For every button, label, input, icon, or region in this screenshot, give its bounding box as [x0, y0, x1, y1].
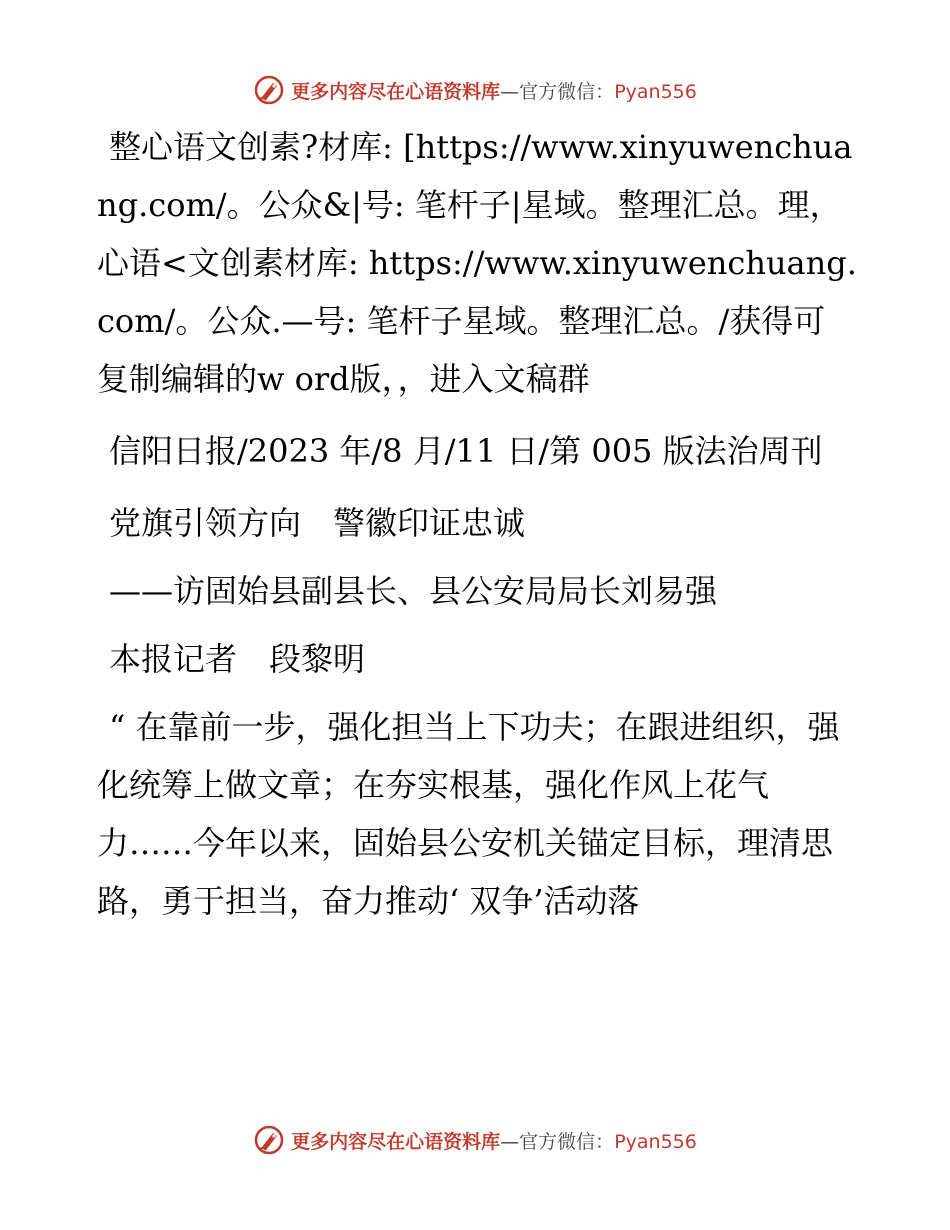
header-banner-wechat-id: Pyan556 [614, 80, 697, 103]
pen-nib-seal-icon [253, 1124, 285, 1156]
pen-nib-seal-icon [253, 74, 285, 106]
footer-banner-text [291, 1127, 697, 1154]
promo-paragraph: 整心语文创素?材库: [https://www.xinyuwenchuang.com/。公众&|号: 笔杆子|星域。整理汇总。理，心语<文创素材库: https://www.xinyuwenchuang.com/。公众.—号: 笔杆子星域。整理汇总。/获得可复制编辑的w ord版，，进入文稿群 [97, 128, 857, 398]
document-body [97, 118, 857, 944]
source-line: 信阳日报/2023 年/8 月/11 日/第 005 版法治周刊 [109, 432, 823, 470]
footer-banner-wechat-id: Pyan556 [614, 1130, 697, 1153]
headline: 党旗引领方向 警徽印证忠诚 [109, 504, 526, 542]
header-banner-dash: — [500, 80, 520, 103]
footer-banner-title: 更多内容尽在心语资料库 [291, 1130, 501, 1153]
header-banner [253, 74, 697, 106]
footer-banner-dash: — [500, 1130, 520, 1153]
header-banner-title: 更多内容尽在心语资料库 [291, 80, 501, 103]
byline: 本报记者 段黎明 [109, 640, 366, 678]
footer-banner [253, 1124, 697, 1156]
page-footer [0, 1120, 950, 1160]
page-header [0, 70, 950, 110]
body-paragraph: “ 在靠前一步，强化担当上下功夫；在跟进组织，强化统筹上做文章；在夯实根基，强化作风上花气力……今年以来，固始县公安机关锚定目标，理清思路，勇于担当，奋力推动‘ 双争’活动落 [97, 708, 840, 920]
subheadline: ——访固始县副县长、县公安局局长刘易强 [109, 572, 718, 610]
header-banner-text [291, 77, 697, 104]
header-banner-wechat-label: 官方微信： [519, 80, 615, 103]
footer-banner-wechat-label: 官方微信： [519, 1130, 615, 1153]
